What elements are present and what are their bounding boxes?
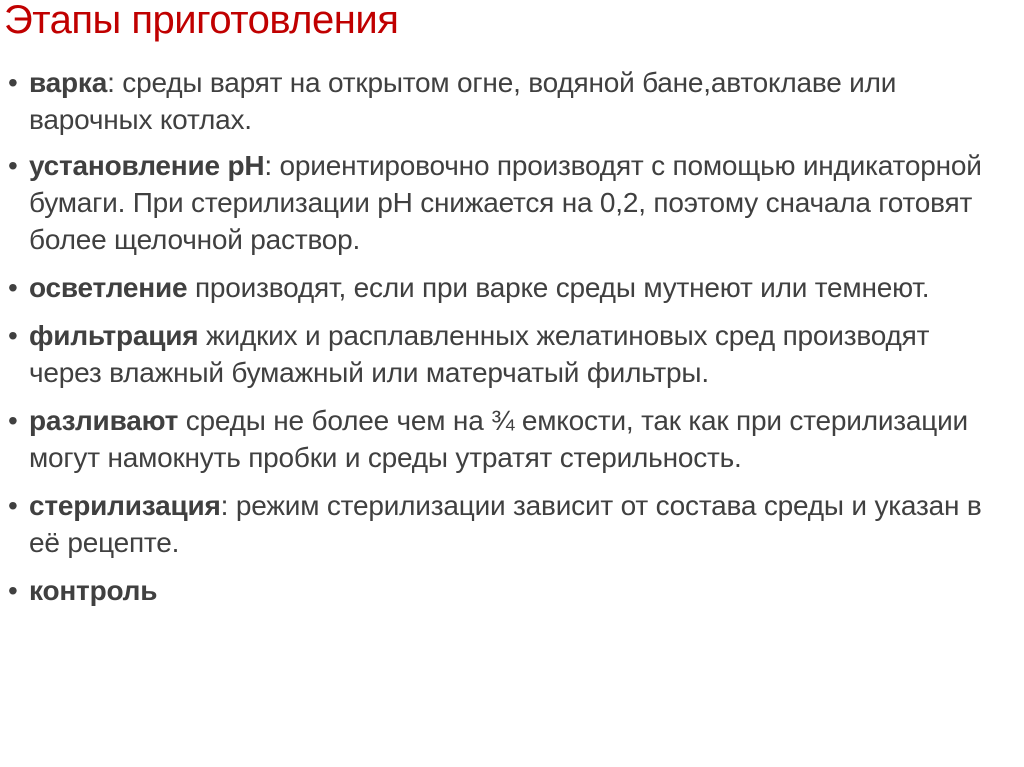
bullet-term: стерилизация — [29, 490, 221, 521]
bullet-item-control — [8, 572, 1008, 609]
bullet-marker: • — [8, 490, 18, 521]
bullet-item-clarification — [8, 269, 1008, 306]
bullet-item-ph — [8, 147, 1008, 258]
bullet-term: контроль — [29, 575, 158, 606]
bullet-term: осветление — [29, 272, 188, 303]
bullet-text: среды не более чем на ¾ емкости, так как при стерилизации могут намокнуть пробки и среды утратят стерильность. — [29, 405, 968, 473]
bullet-text: : режим стерилизации зависит от состава среды и указан в её рецепте. — [29, 490, 982, 558]
bullet-marker: • — [8, 272, 18, 303]
bullet-marker: • — [8, 150, 18, 181]
bullet-marker: • — [8, 67, 18, 98]
bullet-term: фильтрация — [29, 320, 199, 351]
bullet-marker: • — [8, 575, 18, 606]
bullet-text: : ориентировочно производят с помощью индикаторной бумаги. При стерилизации рН снижается на 0,2, поэтому сначала готовят более щелочной раствор. — [29, 150, 982, 255]
bullet-item-filtration — [8, 317, 1008, 391]
bullet-text: : среды варят на открытом огне, водяной бане,автоклаве или варочных котлах. — [29, 67, 897, 135]
bullet-text: производят, если при варке среды мутнеют или темнеют. — [187, 272, 930, 303]
bullet-item-pouring — [8, 402, 1008, 476]
bullet-list — [8, 64, 1008, 620]
bullet-item-boiling — [8, 64, 1008, 138]
bullet-marker: • — [8, 320, 18, 351]
bullet-term: установление рН — [29, 150, 265, 181]
slide-title: Этапы приготовления — [4, 0, 399, 42]
bullet-term: варка — [29, 67, 108, 98]
bullet-marker: • — [8, 405, 18, 436]
bullet-item-sterilization — [8, 487, 1008, 561]
bullet-text: жидких и расплавленных желатиновых сред производят через влажный бумажный или матерчатый фильтры. — [29, 320, 930, 388]
bullet-term: разливают — [29, 405, 179, 436]
